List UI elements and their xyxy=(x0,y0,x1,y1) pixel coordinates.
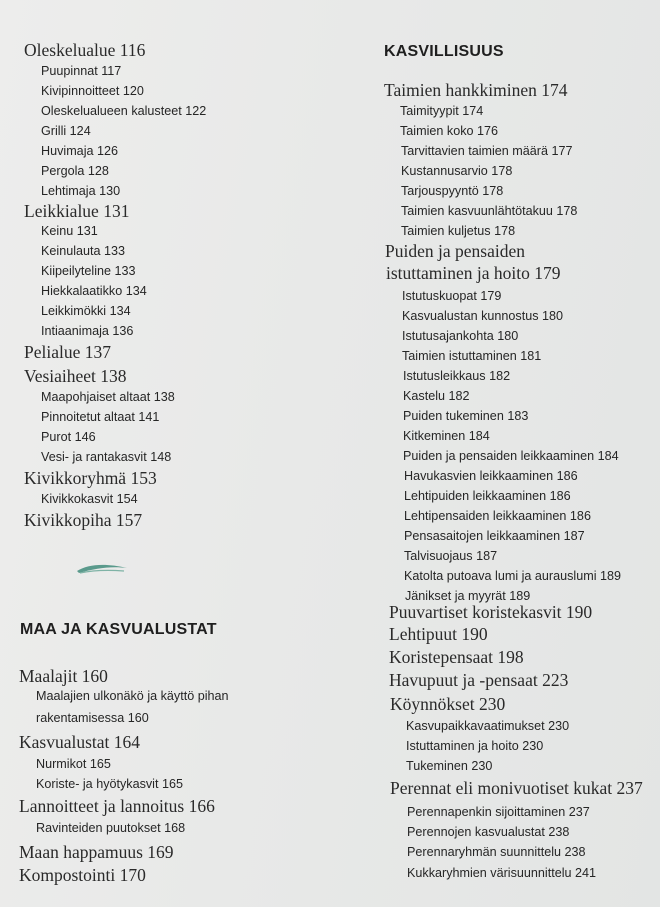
toc-entry-pinnoitetut-altaat-141: Pinnoitetut altaat 141 xyxy=(41,410,160,424)
toc-entry-rakentamisessa-160: rakentamisessa 160 xyxy=(36,711,149,725)
toc-entry-kasvualustat-164: Kasvualustat 164 xyxy=(19,732,141,752)
toc-entry-havukasvien-leikkaaminen-186: Havukasvien leikkaaminen 186 xyxy=(404,469,578,483)
toc-entry-nurmikot-165: Nurmikot 165 xyxy=(36,757,111,771)
toc-entry-kiipeilyteline-133: Kiipeilyteline 133 xyxy=(41,264,136,278)
toc-entry-taimien-kuljetus-178: Taimien kuljetus 178 xyxy=(401,224,516,238)
toc-entry-vesi-ja-rantakasvit-148: Vesi- ja rantakasvit 148 xyxy=(41,450,172,464)
toc-entry-koynnokset-230: Köynnökset 230 xyxy=(390,694,506,714)
toc-entry-pergola-128: Pergola 128 xyxy=(41,164,109,178)
toc-entry-huvimaja-126: Huvimaja 126 xyxy=(41,144,119,158)
toc-entry-katolta-putoava-lumi-ja-aurauslumi-189: Katolta putoava lumi ja aurauslumi 189 xyxy=(404,569,622,583)
toc-entry-tarjouspyynto-178: Tarjouspyyntö 178 xyxy=(401,184,504,198)
toc-entry-lannoitteet-ja-lannoitus-166: Lannoitteet ja lannoitus 166 xyxy=(19,796,215,816)
toc-entry-oleskelualue-116: Oleskelualue 116 xyxy=(24,40,146,60)
toc-entry-istutusleikkaus-182: Istutusleikkaus 182 xyxy=(403,369,511,383)
toc-entry-havupuut-ja-pensaat-223: Havupuut ja -pensaat 223 xyxy=(389,670,569,690)
toc-entry-talvisuojaus-187: Talvisuojaus 187 xyxy=(404,549,498,563)
toc-entry-kivikkokasvit-154: Kivikkokasvit 154 xyxy=(41,492,138,506)
toc-entry-koriste-ja-hyotykasvit-165: Koriste- ja hyötykasvit 165 xyxy=(36,777,183,791)
toc-entry-perennat-eli-monivuotiset-kukat-237: Perennat eli monivuotiset kukat 237 xyxy=(390,778,643,798)
toc-entry-maan-happamuus-169: Maan happamuus 169 xyxy=(19,842,174,862)
toc-entry-grilli-124: Grilli 124 xyxy=(41,124,91,138)
toc-entry-lehtipuut-190: Lehtipuut 190 xyxy=(389,624,488,644)
toc-entry-hiekkalaatikko-134: Hiekkalaatikko 134 xyxy=(41,284,147,298)
toc-entry-kitkeminen-184: Kitkeminen 184 xyxy=(403,429,490,443)
toc-entry-intiaanimaja-136: Intiaanimaja 136 xyxy=(41,324,134,338)
toc-entry-kivikkoryhma-153: Kivikkoryhmä 153 xyxy=(24,468,157,488)
toc-entry-lehtimaja-130: Lehtimaja 130 xyxy=(41,184,121,198)
toc-entry-istutuskuopat-179: Istutuskuopat 179 xyxy=(402,289,502,303)
toc-entry-istuttaminen-ja-hoito-179: istuttaminen ja hoito 179 xyxy=(386,263,561,283)
toc-entry-taimien-kasvuunlahtotakuu-178: Taimien kasvuunlähtötakuu 178 xyxy=(401,204,578,218)
toc-entry-keinu-131: Keinu 131 xyxy=(41,224,98,238)
toc-entry-puiden-ja-pensaiden-leikkaaminen-184: Puiden ja pensaiden leikkaaminen 184 xyxy=(403,449,619,463)
toc-entry-puupinnat-117: Puupinnat 117 xyxy=(41,64,122,78)
toc-entry-perennojen-kasvualustat-238: Perennojen kasvualustat 238 xyxy=(407,825,570,839)
toc-entry-taimien-hankkiminen-174: Taimien hankkiminen 174 xyxy=(384,80,568,100)
toc-entry-taimityypit-174: Taimityypit 174 xyxy=(400,104,484,118)
section-heading-maa-ja-kasvualustat: MAA JA KASVUALUSTAT xyxy=(20,621,217,638)
toc-entry-taimien-istuttaminen-181: Taimien istuttaminen 181 xyxy=(402,349,542,363)
toc-entry-leikkialue-131: Leikkialue 131 xyxy=(24,201,130,221)
toc-entry-koristepensaat-198: Koristepensaat 198 xyxy=(389,647,524,667)
toc-entry-maapohjaiset-altaat-138: Maapohjaiset altaat 138 xyxy=(41,390,175,404)
toc-entry-vesiaiheet-138: Vesiaiheet 138 xyxy=(24,366,127,386)
toc-entry-keinulauta-133: Keinulauta 133 xyxy=(41,244,126,258)
toc-entry-lehtipuiden-leikkaaminen-186: Lehtipuiden leikkaaminen 186 xyxy=(404,489,571,503)
toc-entry-puuvartiset-koristekasvit-190: Puuvartiset koristekasvit 190 xyxy=(389,602,593,622)
toc-entry-janikset-ja-myyrat-189: Jänikset ja myyrät 189 xyxy=(405,589,531,603)
toc-entry-leikkimokki-134: Leikkimökki 134 xyxy=(41,304,131,318)
toc-entry-istutusajankohta-180: Istutusajankohta 180 xyxy=(402,329,519,343)
toc-entry-kukkaryhmien-varisuunnittelu-241: Kukkaryhmien värisuunnittelu 241 xyxy=(407,866,597,880)
toc-entry-kivipinnoitteet-120: Kivipinnoitteet 120 xyxy=(41,84,144,98)
toc-entry-kastelu-182: Kastelu 182 xyxy=(403,389,470,403)
toc-entry-puiden-tukeminen-183: Puiden tukeminen 183 xyxy=(403,409,529,423)
toc-entry-puiden-ja-pensaiden: Puiden ja pensaiden xyxy=(385,241,525,261)
toc-entry-kasvupaikkavaatimukset-230: Kasvupaikkavaatimukset 230 xyxy=(406,719,570,733)
toc-entry-lehtipensaiden-leikkaaminen-186: Lehtipensaiden leikkaaminen 186 xyxy=(404,509,591,523)
toc-entry-kasvualustan-kunnostus-180: Kasvualustan kunnostus 180 xyxy=(402,309,564,323)
toc-entry-istuttaminen-ja-hoito-230: Istuttaminen ja hoito 230 xyxy=(406,739,544,753)
toc-entry-ravinteiden-puutokset-168: Ravinteiden puutokset 168 xyxy=(36,821,186,835)
toc-entry-maalajit-160: Maalajit 160 xyxy=(19,666,108,686)
toc-entry-pensasaitojen-leikkaaminen-187: Pensasaitojen leikkaaminen 187 xyxy=(404,529,585,543)
section-heading-kasvillisuus: KASVILLISUUS xyxy=(384,43,504,60)
toc-entry-kustannusarvio-178: Kustannusarvio 178 xyxy=(401,164,513,178)
toc-entry-kivikkopiha-157: Kivikkopiha 157 xyxy=(24,510,143,530)
toc-entry-kompostointi-170: Kompostointi 170 xyxy=(19,865,146,885)
leaf-ornament-icon xyxy=(76,562,128,581)
toc-entry-taimien-koko-176: Taimien koko 176 xyxy=(400,124,499,138)
toc-entry-purot-146: Purot 146 xyxy=(41,430,96,444)
toc-entry-maalajien-ulkonako-ja-kaytto-pihan: Maalajien ulkonäkö ja käyttö pihan xyxy=(36,689,229,703)
toc-entry-tukeminen-230: Tukeminen 230 xyxy=(406,759,493,773)
toc-entry-oleskelualueen-kalusteet-122: Oleskelualueen kalusteet 122 xyxy=(41,104,207,118)
toc-entry-tarvittavien-taimien-maara-177: Tarvittavien taimien määrä 177 xyxy=(401,144,573,158)
toc-entry-perennaryhman-suunnittelu-238: Perennaryhmän suunnittelu 238 xyxy=(407,845,586,859)
toc-entry-pelialue-137: Pelialue 137 xyxy=(24,342,111,362)
toc-entry-perennapenkin-sijoittaminen-237: Perennapenkin sijoittaminen 237 xyxy=(407,805,590,819)
